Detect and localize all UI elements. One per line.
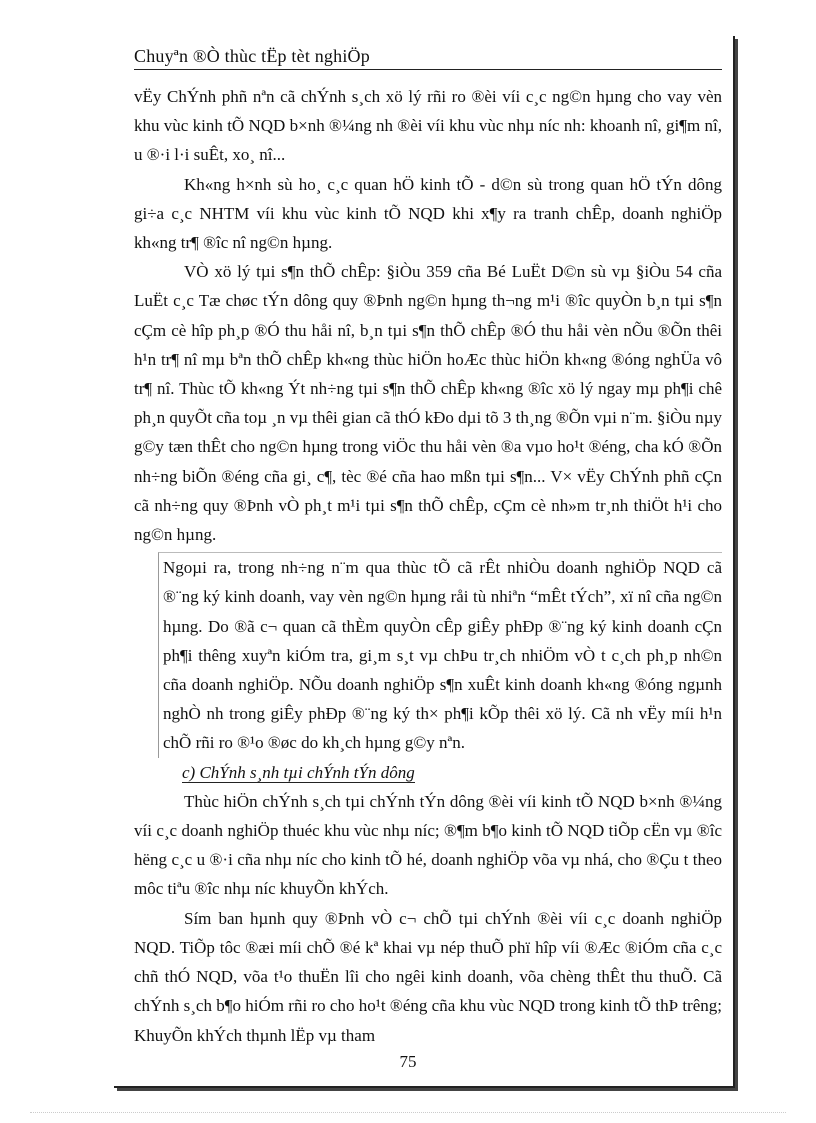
section-subheading <box>134 758 722 787</box>
document-body <box>134 82 722 1050</box>
paragraph-1: vËy ChÝnh phñ nªn cã chÝnh s¸ch xö lý rñi ro ®èi víi c¸c ng©n hµng cho vay vèn khu vùc kinh tÕ NQD b×nh ®¼ng nh ®èi víi khu vùc nhµ níc nh: khoanh nî, gi¶m nî, u ®·i l·i suÊt, xo¸ nî... <box>134 87 722 165</box>
page-number: 75 <box>399 1052 417 1071</box>
paragraph-4: Ngoµi ra, trong nh÷ng n¨m qua thùc tÕ cã rÊt nhiÒu doanh nghiÖp NQD cã ®¨ng ký kinh doanh, vay vèn ng©n hµng råi tù nhiªn “mÊt tÝch”, xï nî cña ng©n hµng. Do ®ã c¬ quan cã thÈm quyÒn cÊp giÊy phÐp ®¨ng ký kinh doanh cÇn ph¶i thêng xuyªn kiÓm tra, gi¸m s¸t vµ chÞu tr¸ch nhiÖm vÒ t c¸ch ph¸p nh©n cña doanh nghiÖp. NÕu doanh nghiÖp s¶n xuÊt kinh doanh kh«ng ®óng ngµnh nghÒ nh trong giÊy phÐp ®¨ng ký th× ph¶i kÕp thêi xö lý. Cã nh vËy míi h¹n chÕ rñi ro ®¹o ®øc do kh¸ch hµng g©y nªn. <box>158 552 722 757</box>
paragraph-6: Sím ban hµnh quy ®Þnh vÒ c¬ chÕ tµi chÝnh ®èi víi c¸c doanh nghiÖp NQD. TiÕp tôc ®æi míi chÕ ®é kª khai vµ nép thuÕ phï hîp víi ®Æc ®iÓm cña c¸c chñ thÓ NQD, võa t¹o thuËn lîi cho ngêi kinh doanh, võa chèng thÊt thu thuÕ. Cã chÝnh s¸ch b¶o hiÓm rñi ro cho ho¹t ®éng cña khu vùc NQD trong kinh tÕ thÞ trêng; KhuyÕn khÝch thµnh lËp vµ tham <box>134 908 722 1045</box>
paragraph-2: Kh«ng h×nh sù ho¸ c¸c quan hÖ kinh tÕ - d©n sù trong quan hÖ tÝn dông gi÷a c¸c NHTM víi khu vùc kinh tÕ NQD khi x¶y ra tranh chÊp, doanh nghiÖp kh«ng tr¶ ®îc nî ng©n hµng. <box>134 174 722 253</box>
footer-divider <box>30 1112 786 1113</box>
page-header: Chuyªn ®Ò thùc tËp tèt nghiÖp <box>134 46 722 70</box>
paragraph-5: Thùc hiÖn chÝnh s¸ch tµi chÝnh tÝn dông ®èi víi kinh tÕ NQD b×nh ®¼ng víi c¸c doanh nghiÖp thuéc khu vùc nhµ níc; ®¶m b¶o kinh tÕ NQD tiÕp cËn vµ ®îc hëng c¸c u ®·i cña nhµ níc cho kinh tÕ hé, doanh nghiÖp võa vµ nhá, cho ®Çu t theo môc tiªu ®îc nhµ níc khuyÕn khÝch. <box>134 791 722 899</box>
paragraph-3: VÒ xö lý tµi s¶n thÕ chÊp: §iÒu 359 cña Bé LuËt D©n sù vµ §iÒu 54 cña LuËt c¸c Tæ chøc tÝn dông quy ®Þnh ng©n hµng th¬ng m¹i ®îc quyÒn b¸n tµi s¶n cÇm cè hîp ph¸p ®Ó thu håi nî, b¸n tµi s¶n thÕ chÊp ®Ó thu håi vèn nÕu ®Õn thêi h¹n tr¶ nî mµ bªn thÕ chÊp kh«ng thùc hiÖn hoÆc thùc hiÖn kh«ng ®óng nghÜa vô tr¶ nî. Thùc tÕ kh«ng Ýt nh÷ng tµi s¶n thÕ chÊp kh«ng ®îc xö lý ngay mµ ph¶i chê ph¸n quyÕt cña toµ ¸n vµ thêi gian cã thÓ kÐo dµi tõ 3 th¸ng ®Õn vµi n¨m. §iÒu nµy g©y tæn thÊt cho ng©n hµng trong viÖc thu håi vèn ®a vµo ho¹t ®éng, cha kÓ ®Õn nh÷ng biÕn ®éng cña gi¸ c¶, tèc ®é cña hao mßn tµi s¶n... V× vËy ChÝnh phñ cÇn cã nh÷ng quy ®Þnh vÒ ph¸t m¹i tµi s¶n thÕ chÊp, cÇm cè nh»m tr¸nh thiÖt h¹i cho ng©n hµng. <box>134 262 722 545</box>
section-subheading-text: c) ChÝnh s¸nh tµi chÝnh tÝn dông <box>182 762 415 782</box>
